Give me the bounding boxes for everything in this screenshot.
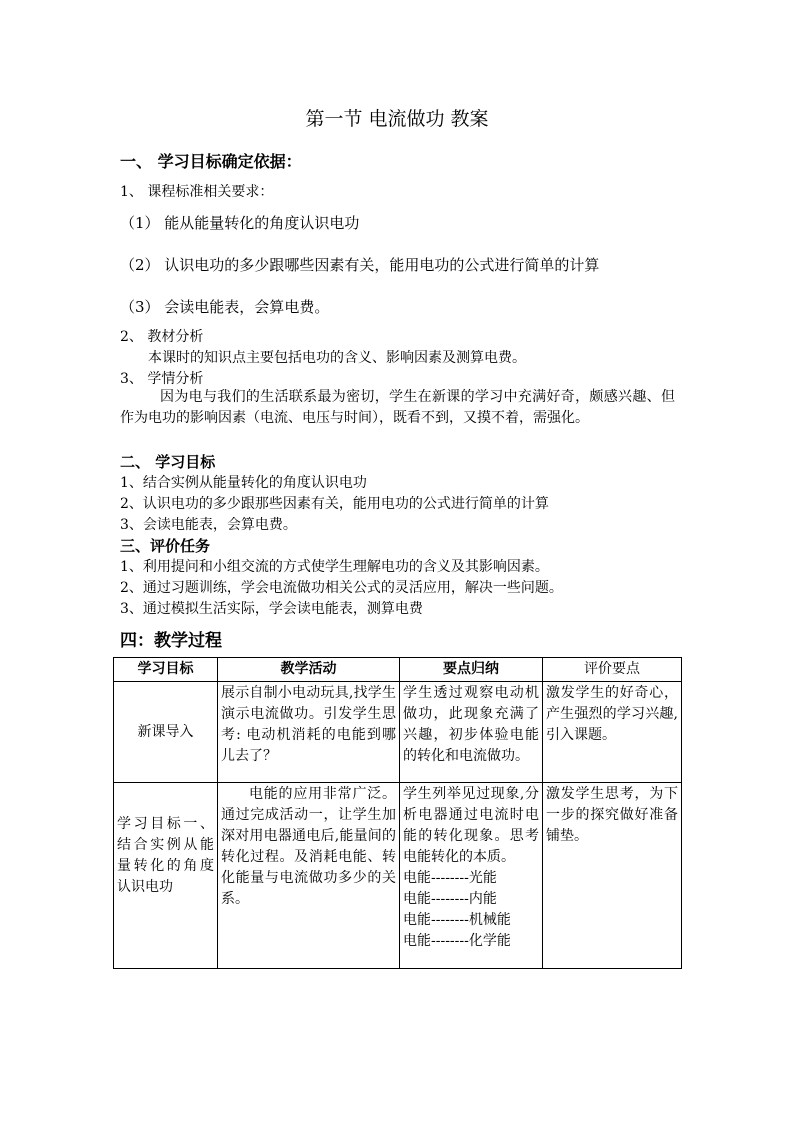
- assessment-task-3: 3、通过模拟生活实际，学会读电能表，测算电费: [120, 601, 423, 617]
- row2-evaluation: 激发学生思考，为下一步的探究做好准备铺垫。: [543, 783, 682, 969]
- section4-heading: 四：教学过程: [120, 631, 222, 651]
- header-points: 要点归纳: [400, 658, 543, 682]
- textbook-analysis-text: 本课时的知识点主要包括电功的含义、影响因素及测算电费。: [148, 350, 526, 366]
- row2-points: [400, 783, 543, 969]
- objective-1: 1、结合实例从能量转化的角度认识电功: [120, 475, 367, 491]
- assessment-task-2: 2、通过习题训练，学会电流做功相关公式的灵活应用，解决一些问题。: [120, 580, 563, 596]
- row1-goal: 新课导入: [114, 682, 218, 783]
- document-title: 第一节 电流做功 教案: [305, 108, 489, 130]
- energy-conversion-light: 电能--------光能: [403, 870, 497, 886]
- section1-heading: 一、 学习目标确定依据：: [120, 152, 302, 171]
- header-goal: 学习目标: [114, 658, 218, 682]
- teaching-process-table: [113, 657, 682, 969]
- energy-conversion-chemical: 电能--------化学能: [403, 933, 511, 949]
- requirement-3: （3） 会读电能表，会算电费。: [120, 298, 330, 316]
- row1-activity: 展示自制小电动玩具,找学生演示电流做功。引发学生思考: 电动机消耗的电能到哪儿去了？: [218, 682, 400, 783]
- row2-goal: 学习目标一、结合实例从能量转化的角度认识电功: [114, 783, 218, 969]
- header-activity: 教学活动: [218, 658, 400, 682]
- section3-heading: 三、评价任务: [120, 537, 211, 555]
- section1-item2: 2、 教材分析: [120, 329, 204, 345]
- section1-item3: 3、 学情分析: [120, 371, 204, 387]
- row2-activity: 电能的应用非常广泛。通过完成活动一，让学生加深对用电器通电后,能量间的转化过程。及消耗电能、转化能量与电流做功多少的关系。: [218, 783, 400, 969]
- requirement-2: （2） 认识电功的多少跟哪些因素有关，能用电功的公式进行简单的计算: [120, 256, 600, 274]
- row1-points: 学生透过观察电动机做功，此现象充满了兴趣，初步体验电能的转化和电流做功。: [400, 682, 543, 783]
- energy-conversion-mechanical: 电能--------机械能: [403, 912, 511, 928]
- header-evaluation: 评价要点: [543, 658, 682, 682]
- section2-heading: 二、 学习目标: [120, 453, 216, 471]
- requirement-1: （1） 能从能量转化的角度认识电功: [120, 214, 360, 232]
- section1-item1: 1、 课程标准相关要求：: [120, 184, 274, 200]
- assessment-task-1: 1、利用提问和小组交流的方式使学生理解电功的含义及其影响因素。: [120, 559, 549, 575]
- objective-3: 3、会读电能表，会算电费。: [120, 517, 297, 533]
- energy-conversion-heat: 电能--------内能: [403, 891, 497, 907]
- objective-2: 2、认识电功的多少跟那些因素有关，能用电功的公式进行简单的计算: [120, 496, 549, 512]
- table-row: [114, 783, 682, 969]
- row2-points-text: 学生列举见过现象,分析电器通过电流时电能的转化现象。思考电能转化的本质。: [403, 786, 539, 865]
- student-analysis-text: 因为电与我们的生活联系最为密切，学生在新课的学习中充满好奇，颇感兴趣、但作为电功的影响因素（电流、电压与时间），既看不到，又摸不着，需强化。: [120, 389, 675, 426]
- row1-evaluation: 激发学生的好奇心，产生强烈的学习兴趣,引入课题。: [543, 682, 682, 783]
- table-row: [114, 682, 682, 783]
- table-header-row: [114, 658, 682, 682]
